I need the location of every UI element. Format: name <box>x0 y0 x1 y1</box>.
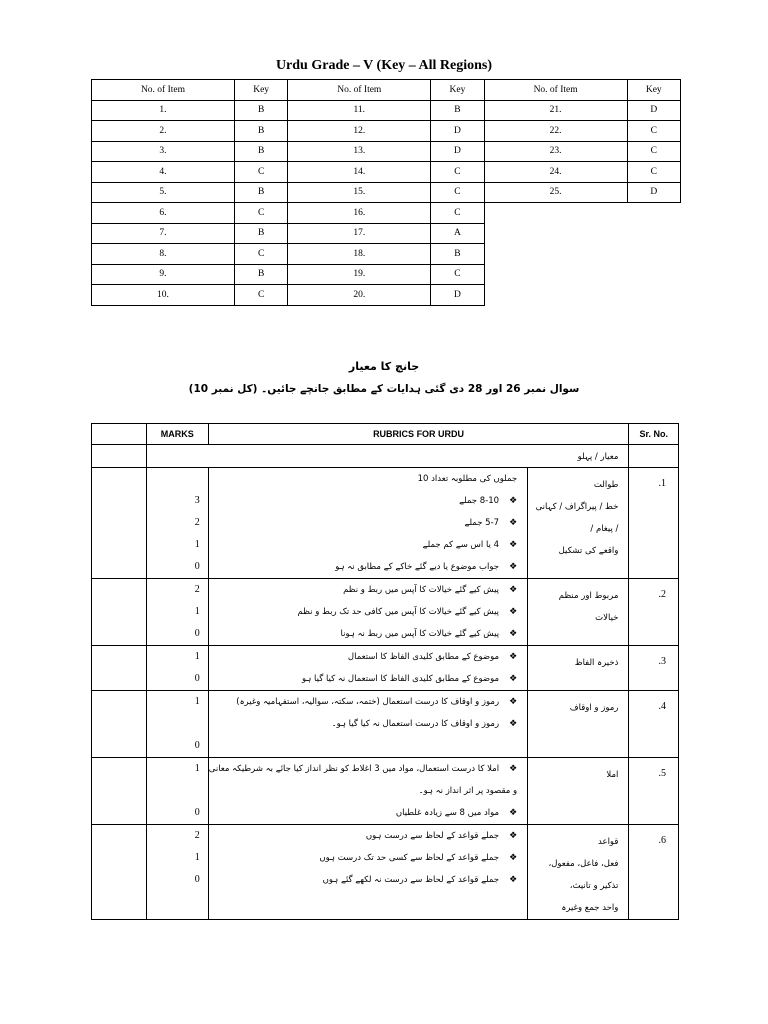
key-row <box>92 141 681 162</box>
key-answer-cell: C <box>431 182 484 203</box>
item-number-cell: 5. <box>92 182 235 203</box>
diamond-bullet-icon: ❖ <box>509 540 518 550</box>
aspect-text: طوالت <box>593 480 619 490</box>
rubric-blank-cell <box>92 758 147 825</box>
item-number-cell: 3. <box>92 141 235 162</box>
criterion-line <box>209 780 527 802</box>
criterion-line <box>209 556 527 578</box>
key-answer-cell: C <box>431 203 484 224</box>
criterion-text: مواد میں 8 سے زیادہ غلطیاں <box>395 808 500 818</box>
rubric-row <box>92 579 679 646</box>
item-number-cell: 12. <box>288 121 431 142</box>
criterion-line <box>209 490 527 512</box>
key-row <box>92 203 681 224</box>
criterion-text: جملے قواعد کے لحاظ سے درست ہوں <box>365 831 500 841</box>
criteria-cell <box>208 579 527 646</box>
diamond-bullet-icon: ❖ <box>509 652 518 662</box>
key-answer-cell: B <box>234 100 287 121</box>
marks-cell <box>146 691 208 758</box>
item-number-cell: 19. <box>288 264 431 285</box>
criterion-line <box>209 646 527 668</box>
diamond-bullet-icon: ❖ <box>509 562 518 572</box>
sr-number-cell: .4 <box>629 691 679 758</box>
key-answer-cell: D <box>431 141 484 162</box>
mark-value: 0 <box>194 740 200 751</box>
key-header-cell: Key <box>627 80 680 101</box>
mark-value: 0 <box>194 807 200 818</box>
sr-number-cell: .3 <box>629 646 679 691</box>
aspect-cell <box>528 758 629 825</box>
key-answer-cell: D <box>431 121 484 142</box>
criterion-line <box>209 869 527 891</box>
diamond-bullet-icon: ❖ <box>509 875 518 885</box>
key-answer-cell: B <box>234 121 287 142</box>
key-answer-cell: C <box>627 141 680 162</box>
rubric-row <box>92 468 679 579</box>
criterion-text: رموز و اوقاف کا درست استعمال نہ کیا گیا ہو۔ <box>331 719 500 729</box>
key-answer-cell: D <box>627 182 680 203</box>
criterion-line <box>209 847 527 869</box>
marks-cell <box>146 468 208 579</box>
mark-value: 1 <box>194 696 200 707</box>
aspect-text: خط / پیراگراف / کہانی / پیغام / <box>535 502 619 534</box>
key-empty-cell <box>484 223 627 244</box>
key-empty-cell <box>484 285 627 306</box>
item-number-cell: 15. <box>288 182 431 203</box>
key-empty-cell <box>627 203 680 224</box>
key-empty-cell <box>627 244 680 265</box>
aspect-header: معیار / پہلو <box>146 445 629 468</box>
key-answer-cell: C <box>234 162 287 183</box>
rubric-heading: جانچ کا معیار <box>348 360 420 373</box>
criteria-cell <box>208 758 527 825</box>
criterion-line <box>209 735 527 757</box>
item-number-cell: 18. <box>288 244 431 265</box>
rubric-blank-cell <box>92 691 147 758</box>
mark-value: 2 <box>194 584 200 595</box>
key-row <box>92 162 681 183</box>
rubric-blank-cell <box>92 825 147 920</box>
rubric-row <box>92 758 679 825</box>
mark-value: 1 <box>194 651 200 662</box>
rubric-table <box>91 423 679 920</box>
diamond-bullet-icon: ❖ <box>509 853 518 863</box>
mark-value: 0 <box>194 628 200 639</box>
criterion-text: جملے قواعد کے لحاظ سے درست نہ لکھے گئے ہوں <box>322 875 500 885</box>
diamond-bullet-icon: ❖ <box>509 607 518 617</box>
item-number-cell: 25. <box>484 182 627 203</box>
item-number-cell: 24. <box>484 162 627 183</box>
aspect-cell <box>528 579 629 646</box>
criterion-line <box>209 713 527 735</box>
rubric-blank-cell <box>92 468 147 579</box>
key-answer-cell: C <box>431 162 484 183</box>
marks-cell <box>146 825 208 920</box>
key-header-cell: No. of Item <box>92 80 235 101</box>
aspect-row-blank <box>92 445 147 468</box>
mark-value: 0 <box>194 561 200 572</box>
criterion-text: جواب موضوع یا دیے گئے خاکے کے مطابق نہ ہو <box>335 562 500 572</box>
key-header-cell: No. of Item <box>288 80 431 101</box>
key-empty-cell <box>484 203 627 224</box>
rubrics-header: RUBRICS FOR URDU <box>208 424 629 445</box>
sr-no-header: Sr. No. <box>629 424 679 445</box>
item-number-cell: 6. <box>92 203 235 224</box>
key-row <box>92 223 681 244</box>
aspect-row-blank-sr <box>629 445 679 468</box>
mark-value <box>147 468 208 490</box>
rubric-blank-header <box>92 424 147 445</box>
item-number-cell: 23. <box>484 141 627 162</box>
key-empty-cell <box>484 244 627 265</box>
diamond-bullet-icon: ❖ <box>509 808 518 818</box>
key-answer-cell: D <box>627 100 680 121</box>
rubric-row <box>92 646 679 691</box>
diamond-bullet-icon: ❖ <box>509 496 518 506</box>
diamond-bullet-icon: ❖ <box>509 585 518 595</box>
mark-value: 0 <box>194 673 200 684</box>
item-number-cell: 4. <box>92 162 235 183</box>
mark-value <box>147 780 208 802</box>
key-answer-cell: C <box>234 285 287 306</box>
key-row <box>92 244 681 265</box>
key-empty-cell <box>484 264 627 285</box>
key-row <box>92 285 681 306</box>
criterion-text: موضوع کے مطابق کلیدی الفاظ کا استعمال نہ کیا گیا ہو <box>301 674 500 684</box>
criterion-text: پیش کیے گئے خیالات کا آپس میں ربط نہ ہونا <box>340 629 500 639</box>
criteria-cell <box>208 646 527 691</box>
aspect-text: رموز و اوقاف <box>569 703 619 713</box>
criterion-text: رموز و اوقاف کا درست استعمال (ختمہ، سکتہ، سوالیہ، استفہامیہ وغیرہ) <box>236 697 500 707</box>
sr-number-cell: .1 <box>629 468 679 579</box>
rubric-row <box>92 691 679 758</box>
key-row <box>92 264 681 285</box>
mark-value: 1 <box>194 539 200 550</box>
criterion-line <box>209 512 527 534</box>
criterion-text: پیش کیے گئے خیالات کا آپس میں ربط و نظم <box>343 585 500 595</box>
aspect-cell <box>528 825 629 920</box>
item-number-cell: 22. <box>484 121 627 142</box>
aspect-text: واقعے کی تشکیل <box>558 546 619 556</box>
criterion-text: 8-10 جملے <box>459 496 500 506</box>
item-number-cell: 17. <box>288 223 431 244</box>
criterion-text: 4 یا اس سے کم جملے <box>422 540 500 550</box>
mark-value: 2 <box>194 517 200 528</box>
key-empty-cell <box>627 223 680 244</box>
criteria-cell <box>208 468 527 579</box>
page-title: Urdu Grade – V (Key – All Regions) <box>275 58 493 73</box>
key-row <box>92 100 681 121</box>
mark-value: 1 <box>194 606 200 617</box>
key-header-cell: Key <box>431 80 484 101</box>
diamond-bullet-icon: ❖ <box>509 674 518 684</box>
criterion-line <box>209 601 527 623</box>
item-number-cell: 14. <box>288 162 431 183</box>
rubric-blank-cell <box>92 646 147 691</box>
aspect-text: قواعد <box>598 837 619 847</box>
item-number-cell: 1. <box>92 100 235 121</box>
criterion-text: جملوں کی مطلوبہ تعداد 10 <box>417 474 518 484</box>
criterion-text: 5-7 جملے <box>464 518 500 528</box>
aspect-text: ذخیرہ الفاظ <box>574 658 619 668</box>
criterion-line <box>209 468 527 490</box>
key-answer-cell: C <box>627 162 680 183</box>
diamond-bullet-icon: ❖ <box>509 518 518 528</box>
criteria-cell <box>208 691 527 758</box>
item-number-cell: 11. <box>288 100 431 121</box>
sr-number-cell: .5 <box>629 758 679 825</box>
key-answer-cell: C <box>431 264 484 285</box>
marks-cell <box>146 758 208 825</box>
aspect-text: واحد جمع وغیرہ <box>561 903 619 913</box>
aspect-text: فعل، فاعل، مفعول، تذکیر و تانیث، <box>548 859 619 891</box>
sr-number-cell: .6 <box>629 825 679 920</box>
key-answer-cell: B <box>431 244 484 265</box>
rubric-instructions: سوال نمبر 26 اور 28 دی گئی ہدایات کے مطابق جانچے جائیں۔ (کل نمبر 10) <box>188 383 580 395</box>
key-row <box>92 121 681 142</box>
criterion-line <box>209 534 527 556</box>
key-answer-cell: B <box>234 264 287 285</box>
answer-key-table <box>91 79 681 306</box>
aspect-cell <box>528 468 629 579</box>
key-empty-cell <box>627 285 680 306</box>
aspect-cell <box>528 691 629 758</box>
criterion-line <box>209 579 527 601</box>
item-number-cell: 2. <box>92 121 235 142</box>
rubric-row <box>92 825 679 920</box>
item-number-cell: 20. <box>288 285 431 306</box>
criterion-text: املا کا درست استعمال، مواد میں 3 اغلاط کو نظر انداز کیا جائے بہ شرطیکہ معانی <box>208 764 500 774</box>
mark-value: 1 <box>194 852 200 863</box>
diamond-bullet-icon: ❖ <box>509 831 518 841</box>
rubric-blank-cell <box>92 579 147 646</box>
item-number-cell: 7. <box>92 223 235 244</box>
item-number-cell: 8. <box>92 244 235 265</box>
mark-value: 3 <box>194 495 200 506</box>
criteria-cell <box>208 825 527 920</box>
diamond-bullet-icon: ❖ <box>509 629 518 639</box>
criterion-line <box>209 623 527 645</box>
diamond-bullet-icon: ❖ <box>509 719 518 729</box>
key-empty-cell <box>627 264 680 285</box>
marks-cell <box>146 579 208 646</box>
key-answer-cell: C <box>234 244 287 265</box>
key-answer-cell: A <box>431 223 484 244</box>
key-header-cell: Key <box>234 80 287 101</box>
criterion-line <box>209 825 527 847</box>
mark-value: 1 <box>194 763 200 774</box>
key-answer-cell: B <box>234 223 287 244</box>
criterion-line <box>209 802 527 824</box>
aspect-cell <box>528 646 629 691</box>
criterion-text: جملے قواعد کے لحاظ سے کسی حد تک درست ہوں <box>319 853 500 863</box>
key-answer-cell: B <box>234 182 287 203</box>
item-number-cell: 16. <box>288 203 431 224</box>
item-number-cell: 10. <box>92 285 235 306</box>
criterion-line <box>209 758 527 780</box>
diamond-bullet-icon: ❖ <box>509 697 518 707</box>
key-answer-cell: C <box>234 203 287 224</box>
criterion-text: موضوع کے مطابق کلیدی الفاظ کا استعمال <box>347 652 500 662</box>
marks-cell <box>146 646 208 691</box>
item-number-cell: 21. <box>484 100 627 121</box>
mark-value: 0 <box>194 874 200 885</box>
criterion-text: پیش کیے گئے خیالات کا آپس میں کافی حد تک ربط و نظم <box>297 607 500 617</box>
key-row <box>92 182 681 203</box>
key-answer-cell: B <box>431 100 484 121</box>
sr-number-cell: .2 <box>629 579 679 646</box>
mark-value <box>147 713 208 735</box>
criterion-line <box>209 691 527 713</box>
mark-value: 2 <box>194 830 200 841</box>
marks-header: MARKS <box>146 424 208 445</box>
criterion-line <box>209 668 527 690</box>
diamond-bullet-icon: ❖ <box>509 764 518 774</box>
aspect-text: املا <box>606 770 619 780</box>
item-number-cell: 9. <box>92 264 235 285</box>
key-answer-cell: C <box>627 121 680 142</box>
key-header-cell: No. of Item <box>484 80 627 101</box>
key-answer-cell: B <box>234 141 287 162</box>
criterion-text: و مقصود پر اثر انداز نہ ہو۔ <box>418 786 518 796</box>
key-answer-cell: D <box>431 285 484 306</box>
aspect-text: مربوط اور منظم خیالات <box>558 591 619 623</box>
item-number-cell: 13. <box>288 141 431 162</box>
